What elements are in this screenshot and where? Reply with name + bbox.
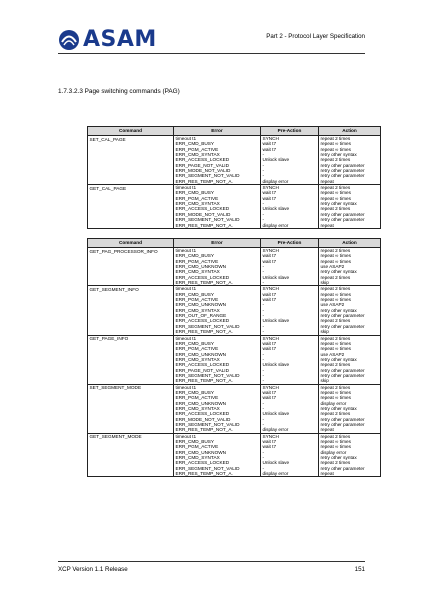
action-line: use ASAP2 — [320, 351, 345, 357]
pre-action-line: - — [262, 307, 265, 313]
action-line: retry other parameter — [320, 217, 365, 223]
error-line: ERR_SEGMENT_NOT_VALID — [175, 465, 240, 471]
error-line: ERR_PGM_ACTIVE — [175, 346, 219, 352]
error-line: ERR_MODE_NOT_VALID — [175, 416, 231, 422]
error-line: ERR_CMD_UNKNOWN — [175, 449, 227, 455]
action-line: repeat 2 times — [320, 248, 351, 253]
action-line: repeat — [320, 471, 334, 477]
error-line: ERR_CMD_BUSY — [175, 190, 215, 196]
error-line: ERR_CMD_BUSY — [175, 340, 215, 346]
pre-action-line: - — [262, 378, 265, 384]
error-line: ERR_ACCESS_LOCKED — [175, 318, 230, 324]
pre-action-line: Unlock slave — [262, 206, 290, 212]
pre-action-line: - — [262, 400, 265, 406]
error-line: ERR_OUT_OF_RANGE — [175, 313, 227, 319]
error-line: ERR_PAGE_NOT_VALID — [175, 367, 229, 373]
pre-action-line: wait t7 — [262, 258, 277, 264]
action-line: repeat ∞ times — [320, 258, 351, 264]
pre-action-line: display error — [262, 427, 289, 433]
action-line: retry other syntax — [320, 455, 357, 461]
error-line: timeout t1 — [175, 433, 197, 439]
error-line: ERR_SEGMENT_NOT_VALID — [175, 422, 240, 427]
command-cell: GET_SEGMENT_INFO — [88, 286, 174, 335]
action-line: repeat ∞ times — [320, 346, 351, 352]
pre-action-cell — [261, 248, 319, 286]
pre-action-line: - — [262, 367, 265, 373]
pre-action-line: - — [262, 162, 265, 168]
action-line: repeat ∞ times — [320, 253, 351, 259]
action-line: repeat 2 times — [320, 206, 351, 212]
action-line: retry other syntax — [320, 201, 357, 207]
table-row — [88, 136, 381, 185]
action-line: repeat — [320, 178, 334, 184]
error-cell — [174, 286, 261, 335]
error-line: ERR_RES_TEMP_NOT_A. — [175, 471, 233, 477]
action-line: repeat 2 times — [320, 460, 351, 466]
command-cell: GET_CAL_PAGE — [88, 185, 174, 229]
action-line: repeat ∞ times — [320, 439, 351, 445]
pre-action-cell — [261, 433, 319, 477]
pre-action-line: - — [262, 313, 265, 319]
action-line: repeat 2 times — [320, 136, 351, 141]
action-line: retry other parameter — [320, 465, 365, 471]
action-line: retry other syntax — [320, 152, 357, 158]
command-cell: GET_SEGMENT_MODE — [88, 433, 174, 477]
pre-action-line: Unlock slave — [262, 362, 290, 368]
asam-logo-icon — [58, 29, 80, 51]
command-cell: GET_PAGE_INFO — [88, 335, 174, 384]
action-line: use ASAP2 — [320, 302, 345, 308]
pre-action-line: SYNCH — [262, 335, 279, 341]
action-cell — [319, 185, 381, 229]
table-row — [88, 433, 381, 477]
error-line: ERR_ACCESS_LOCKED — [175, 274, 230, 280]
pre-action-cell — [261, 335, 319, 384]
pre-action-line: - — [262, 173, 265, 179]
action-line: skip — [320, 329, 329, 335]
footer-version: XCP Version 1.1 Release — [58, 566, 128, 573]
pre-action-line: - — [262, 269, 265, 275]
pre-action-line: SYNCH — [262, 286, 279, 292]
action-line: retry other parameter — [320, 416, 365, 422]
error-line: timeout t1 — [175, 384, 197, 390]
action-line: repeat 2 times — [320, 335, 351, 341]
pre-action-line: wait t7 — [262, 389, 277, 395]
error-line: ERR_RES_TEMP_NOT_A. — [175, 427, 233, 433]
error-cell — [174, 335, 261, 384]
table-row — [88, 384, 381, 433]
table-row — [88, 185, 381, 229]
pre-action-line: - — [262, 405, 265, 411]
action-line: retry other parameter — [320, 211, 365, 217]
column-header-pre-action: Pre-Action — [261, 239, 319, 248]
action-line: repeat ∞ times — [320, 146, 351, 152]
pre-action-line: wait t7 — [262, 253, 277, 259]
pag-error-table-1 — [87, 126, 381, 229]
pre-action-line: display error — [262, 222, 289, 228]
pre-action-line: - — [262, 264, 265, 270]
error-line: ERR_PGM_ACTIVE — [175, 444, 219, 450]
error-line: ERR_ACCESS_LOCKED — [175, 411, 230, 417]
pre-action-line: SYNCH — [262, 248, 279, 253]
error-line: ERR_CMD_UNKNOWN — [175, 400, 227, 406]
page-number: 151 — [354, 566, 365, 573]
action-line: repeat ∞ times — [320, 195, 351, 201]
pre-action-line: wait t7 — [262, 141, 277, 147]
pre-action-cell — [261, 136, 319, 185]
pre-action-line: wait t7 — [262, 340, 277, 346]
action-line: display error — [320, 449, 347, 455]
pre-action-cell — [261, 286, 319, 335]
pre-action-line: wait t7 — [262, 444, 277, 450]
action-line: retry other syntax — [320, 307, 357, 313]
error-line: ERR_PGM_ACTIVE — [175, 395, 219, 401]
error-line: ERR_SEGMENT_NOT_VALID — [175, 323, 240, 329]
pre-action-line: wait t7 — [262, 146, 277, 152]
action-line: repeat ∞ times — [320, 340, 351, 346]
error-line: ERR_CMD_BUSY — [175, 389, 215, 395]
logo-text: ASAM — [83, 27, 157, 52]
error-line: ERR_CMD_UNKNOWN — [175, 351, 227, 357]
pre-action-line: - — [262, 351, 265, 357]
action-cell — [319, 335, 381, 384]
pre-action-line: wait t7 — [262, 346, 277, 352]
pre-action-line: SYNCH — [262, 433, 279, 439]
column-header-error: Error — [174, 239, 261, 248]
section-heading: 1.7.3.2.3 Page switching commands (PAG) — [58, 88, 180, 95]
action-cell — [319, 433, 381, 477]
action-line: repeat 2 times — [320, 157, 351, 163]
error-line: ERR_ACCESS_LOCKED — [175, 362, 230, 368]
action-line: repeat 2 times — [320, 318, 351, 324]
header-divider — [58, 53, 365, 54]
action-line: retry other parameter — [320, 162, 365, 168]
column-header-error: Error — [174, 127, 261, 136]
error-line: ERR_RES_TEMP_NOT_A. — [175, 378, 233, 384]
action-line: repeat — [320, 222, 334, 228]
pre-action-line: SYNCH — [262, 384, 279, 390]
column-header-pre-action: Pre-Action — [261, 127, 319, 136]
error-line: timeout t1 — [175, 185, 197, 191]
command-cell: GET_PAG_PROCESSOR_INFO — [88, 248, 174, 286]
pre-action-line: SYNCH — [262, 185, 279, 191]
pre-action-line: - — [262, 323, 265, 329]
pre-action-cell — [261, 185, 319, 229]
error-line: ERR_CMD_SYNTAX — [175, 405, 220, 411]
error-line: ERR_CMD_BUSY — [175, 439, 215, 445]
action-line: retry other syntax — [320, 405, 357, 411]
column-header-command: Command — [88, 239, 174, 248]
pre-action-line: - — [262, 465, 265, 471]
error-line: ERR_RES_TEMP_NOT_A. — [175, 178, 233, 184]
pre-action-line: display error — [262, 178, 289, 184]
table-header-row — [88, 127, 381, 136]
action-line: repeat 2 times — [320, 274, 351, 280]
command-cell: SET_SEGMENT_MODE — [88, 384, 174, 433]
document-part-title: Part 2 - Protocol Layer Specification — [266, 33, 365, 40]
error-line: ERR_CMD_SYNTAX — [175, 455, 220, 461]
pre-action-line: - — [262, 152, 265, 158]
pre-action-line: wait t7 — [262, 190, 277, 196]
error-line: ERR_CMD_UNKNOWN — [175, 264, 227, 270]
action-line: use ASAP2 — [320, 264, 345, 270]
pre-action-line: - — [262, 416, 265, 422]
pre-action-line: - — [262, 372, 265, 378]
pre-action-line: display error — [262, 471, 289, 477]
error-line: ERR_CMD_SYNTAX — [175, 356, 220, 362]
action-line: repeat 2 times — [320, 362, 351, 368]
column-header-action: Action — [319, 127, 381, 136]
action-line: repeat ∞ times — [320, 389, 351, 395]
action-cell — [319, 136, 381, 185]
error-line: ERR_CMD_SYNTAX — [175, 269, 220, 275]
action-line: repeat 2 times — [320, 384, 351, 390]
pre-action-line: Unlock slave — [262, 411, 290, 417]
pre-action-line: Unlock slave — [262, 274, 290, 280]
error-line: ERR_PGM_ACTIVE — [175, 258, 219, 264]
error-cell — [174, 433, 261, 477]
error-line: timeout t1 — [175, 248, 197, 253]
pre-action-line: - — [262, 356, 265, 362]
pre-action-line: - — [262, 449, 265, 455]
error-line: ERR_RES_TEMP_NOT_A. — [175, 222, 233, 228]
pre-action-line: Unlock slave — [262, 157, 290, 163]
action-cell — [319, 286, 381, 335]
error-line: ERR_MODE_NOT_VALID — [175, 168, 231, 174]
error-line: ERR_PAGE_NOT_VALID — [175, 162, 229, 168]
action-line: repeat 2 times — [320, 411, 351, 417]
error-cell — [174, 384, 261, 433]
pre-action-line: - — [262, 168, 265, 174]
error-line: ERR_SEGMENT_NOT_VALID — [175, 173, 240, 179]
pre-action-line: - — [262, 217, 265, 223]
pre-action-line: wait t7 — [262, 395, 277, 401]
action-line: repeat ∞ times — [320, 291, 351, 297]
error-line: ERR_CMD_UNKNOWN — [175, 302, 227, 308]
table-row — [88, 286, 381, 335]
action-line: retry other syntax — [320, 269, 357, 275]
action-line: retry other parameter — [320, 323, 365, 329]
error-line: ERR_CMD_SYNTAX — [175, 307, 220, 313]
error-line: timeout t1 — [175, 335, 197, 341]
asam-logo — [58, 27, 157, 52]
error-line: ERR_PGM_ACTIVE — [175, 297, 219, 303]
column-header-command: Command — [88, 127, 174, 136]
pre-action-line: - — [262, 455, 265, 461]
action-line: repeat ∞ times — [320, 395, 351, 401]
action-line: skip — [320, 280, 329, 286]
error-line: ERR_PGM_ACTIVE — [175, 195, 219, 201]
footer-divider — [58, 561, 365, 562]
action-cell — [319, 248, 381, 286]
action-line: repeat ∞ times — [320, 141, 351, 147]
action-line: repeat ∞ times — [320, 297, 351, 303]
error-line: ERR_CMD_BUSY — [175, 253, 215, 259]
action-line: repeat 2 times — [320, 185, 351, 191]
action-line: repeat ∞ times — [320, 444, 351, 450]
action-line: retry other parameter — [320, 168, 365, 174]
action-line: repeat 2 times — [320, 286, 351, 292]
error-line: ERR_SEGMENT_NOT_VALID — [175, 372, 240, 378]
action-cell — [319, 384, 381, 433]
pre-action-line: Unlock slave — [262, 318, 290, 324]
pre-action-line: - — [262, 211, 265, 217]
error-cell — [174, 136, 261, 185]
pre-action-line: wait t7 — [262, 439, 277, 445]
table-header-row — [88, 239, 381, 248]
pre-action-line: Unlock slave — [262, 460, 290, 466]
pre-action-line: - — [262, 201, 265, 207]
pre-action-cell — [261, 384, 319, 433]
pre-action-line: - — [262, 422, 265, 427]
command-cell: SET_CAL_PAGE — [88, 136, 174, 185]
error-line: ERR_MODE_NOT_VALID — [175, 211, 231, 217]
action-line: retry other parameter — [320, 422, 365, 427]
error-line: ERR_RES_TEMP_NOT_A. — [175, 329, 233, 335]
pre-action-line: SYNCH — [262, 136, 279, 141]
action-line: retry other parameter — [320, 173, 365, 179]
pre-action-line: wait t7 — [262, 297, 277, 303]
action-line: repeat — [320, 427, 334, 433]
table-row — [88, 248, 381, 286]
pre-action-line: wait t7 — [262, 291, 277, 297]
error-line: ERR_CMD_SYNTAX — [175, 201, 220, 207]
error-line: ERR_ACCESS_LOCKED — [175, 157, 230, 163]
error-cell — [174, 185, 261, 229]
pre-action-line: - — [262, 280, 265, 286]
error-line: ERR_CMD_BUSY — [175, 141, 215, 147]
table-row — [88, 335, 381, 384]
error-line: timeout t1 — [175, 136, 197, 141]
action-line: repeat 2 times — [320, 433, 351, 439]
error-line: ERR_ACCESS_LOCKED — [175, 206, 230, 212]
action-line: retry other parameter — [320, 372, 365, 378]
action-line: repeat ∞ times — [320, 190, 351, 196]
column-header-action: Action — [319, 239, 381, 248]
error-line: ERR_ACCESS_LOCKED — [175, 460, 230, 466]
error-line: timeout t1 — [175, 286, 197, 292]
pag-error-table-2 — [87, 238, 381, 477]
pre-action-line: - — [262, 329, 265, 335]
error-line: ERR_PGM_ACTIVE — [175, 146, 219, 152]
error-line: ERR_CMD_SYNTAX — [175, 152, 220, 158]
error-cell — [174, 248, 261, 286]
error-line: ERR_RES_TEMP_NOT_A. — [175, 280, 233, 286]
error-line: ERR_CMD_BUSY — [175, 291, 215, 297]
pre-action-line: - — [262, 302, 265, 308]
pre-action-line: wait t7 — [262, 195, 277, 201]
action-line: skip — [320, 378, 329, 384]
action-line: retry other parameter — [320, 367, 365, 373]
action-line: display error — [320, 400, 347, 406]
action-line: retry other parameter — [320, 313, 365, 319]
action-line: retry other syntax — [320, 356, 357, 362]
error-line: ERR_SEGMENT_NOT_VALID — [175, 217, 240, 223]
